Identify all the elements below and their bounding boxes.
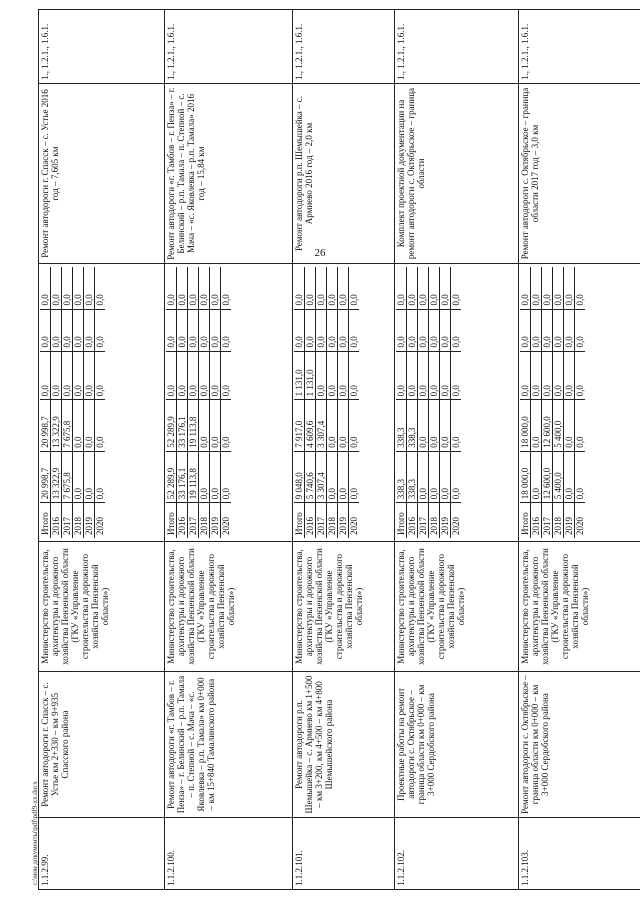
- fin-regional-budget: 0,0: [327, 400, 338, 451]
- expected-result: Ремонт автодороги г. Спасск – с. Устье 2016 год – 7,605 км: [39, 84, 165, 264]
- measure-name: Ремонт автодороги р.п. Шемышейка – с. Армиево км 1+500 – км 3+200, км 4+500 – км 4+800 Шемышейского района: [293, 672, 395, 818]
- fin-local-budget: 0,0: [95, 309, 106, 351]
- fin-period: 2016: [531, 503, 542, 538]
- financing-row: [188, 267, 199, 538]
- executor: Министерство строительства, архитектуры и дорожного хозяйства Пензенской области (ГКУ «Управление строительства и дорожного хозяйства Пензенской области»): [395, 542, 519, 672]
- indicator-codes: 1., 1.2.1., 1.6.1.: [293, 10, 395, 84]
- financing-row: [95, 267, 106, 538]
- fin-other-sources: 0,0: [396, 267, 407, 309]
- financing-row: [451, 267, 462, 538]
- financing-table: [520, 267, 585, 538]
- fin-other-sources: 0,0: [305, 267, 316, 309]
- fin-regional-budget: 52 289,9: [166, 400, 177, 451]
- fin-regional-budget: 0,0: [564, 400, 575, 451]
- fin-regional-budget: 0,0: [440, 400, 451, 451]
- fin-local-budget: 0,0: [316, 309, 327, 351]
- financing-row: [553, 267, 564, 538]
- executor: Министерство строительства, архитектуры и дорожного хозяйства Пензенской области (ГКУ «Управление строительства и дорожного хозяйства Пензенской области»): [165, 542, 293, 672]
- measure-name: Ремонт автодороги г. Спасск – с. Устье км 2+330 – км 9+935 Спасского района: [39, 672, 165, 818]
- fin-regional-budget: 0,0: [418, 400, 429, 451]
- fin-regional-budget: 0,0: [221, 400, 232, 451]
- fin-other-sources: 0,0: [440, 267, 451, 309]
- fin-regional-budget: 19 113,8: [188, 400, 199, 451]
- fin-other-sources: 0,0: [407, 267, 418, 309]
- fin-total: 0,0: [95, 451, 106, 502]
- financing-table: [294, 267, 359, 538]
- fin-other-sources: 0,0: [531, 267, 542, 309]
- fin-total: 0,0: [73, 451, 84, 502]
- fin-regional-budget: 0,0: [429, 400, 440, 451]
- fin-other-sources: 0,0: [199, 267, 210, 309]
- fin-federal-budget: 1 131,0: [305, 351, 316, 400]
- executor: Министерство строительства, архитектуры и дорожного хозяйства Пензенской области (ГКУ «Управление строительства и дорожного хозяйства Пензенской области»): [519, 542, 640, 672]
- fin-regional-budget: 20 998,7: [40, 400, 51, 451]
- financing-row: [51, 267, 62, 538]
- fin-regional-budget: 7 917,0: [294, 400, 305, 451]
- row-number: 1.1.2.99.: [39, 818, 165, 890]
- fin-federal-budget: 0,0: [327, 351, 338, 400]
- financing-row: [199, 267, 210, 538]
- fin-other-sources: 0,0: [40, 267, 51, 309]
- financing-row: [73, 267, 84, 538]
- indicator-codes: 1., 1.2.1., 1.6.1.: [395, 10, 519, 84]
- indicator-codes: 1., 1.2.1., 1.6.1.: [519, 10, 640, 84]
- fin-other-sources: 0,0: [542, 267, 553, 309]
- fin-period: 2017: [316, 503, 327, 538]
- financing-row: [177, 267, 188, 538]
- fin-period: 2020: [349, 503, 360, 538]
- fin-total: 52 289,9: [166, 451, 177, 502]
- fin-local-budget: 0,0: [451, 309, 462, 351]
- financing-row: [349, 267, 360, 538]
- row-number: 1.1.2.102.: [395, 818, 519, 890]
- fin-period: 2018: [199, 503, 210, 538]
- fin-federal-budget: 0,0: [575, 351, 586, 400]
- fin-total: 0,0: [531, 451, 542, 502]
- financing-row: [531, 267, 542, 538]
- fin-total: 9 048,0: [294, 451, 305, 502]
- table-row: [395, 10, 519, 890]
- fin-other-sources: 0,0: [166, 267, 177, 309]
- fin-regional-budget: 338,3: [396, 400, 407, 451]
- row-number: 1.1.2.101.: [293, 818, 395, 890]
- fin-period: 2016: [407, 503, 418, 538]
- fin-local-budget: 0,0: [338, 309, 349, 351]
- fin-regional-budget: 7 675,8: [62, 400, 73, 451]
- fin-federal-budget: 0,0: [177, 351, 188, 400]
- fin-period: 2020: [95, 503, 106, 538]
- financing-row: [429, 267, 440, 538]
- fin-local-budget: 0,0: [305, 309, 316, 351]
- fin-period: 2020: [451, 503, 462, 538]
- fin-regional-budget: 18 000,0: [520, 400, 531, 451]
- fin-total: 20 998,7: [40, 451, 51, 502]
- row-number: 1.1.2.100.: [165, 818, 293, 890]
- fin-local-budget: 0,0: [418, 309, 429, 351]
- fin-federal-budget: 0,0: [520, 351, 531, 400]
- fin-total: 5 400,0: [553, 451, 564, 502]
- financing-row: [166, 267, 177, 538]
- financing-row: [396, 267, 407, 538]
- financing-row: [294, 267, 305, 538]
- fin-federal-budget: 0,0: [349, 351, 360, 400]
- measure-name: Ремонт автодороги «г. Тамбов – г. Пенза» – г. Белинский – р.п. Тамала – п. Степной – с. Мача – «с. Яковлевка – р.п. Тамала» км 0+000 – км 15+840 Тамалинского района: [165, 672, 293, 818]
- financing-cell: [519, 264, 640, 542]
- financing-row: [221, 267, 232, 538]
- fin-period: 2017: [62, 503, 73, 538]
- financing-row: [418, 267, 429, 538]
- fin-period: Итого: [520, 503, 531, 538]
- financing-row: [564, 267, 575, 538]
- fin-regional-budget: 0,0: [349, 400, 360, 451]
- fin-regional-budget: 0,0: [84, 400, 95, 451]
- fin-other-sources: 0,0: [520, 267, 531, 309]
- fin-other-sources: 0,0: [84, 267, 95, 309]
- fin-federal-budget: 0,0: [407, 351, 418, 400]
- fin-federal-budget: 0,0: [531, 351, 542, 400]
- row-number: 1.1.2.103.: [519, 818, 640, 890]
- fin-federal-budget: 0,0: [451, 351, 462, 400]
- financing-row: [62, 267, 73, 538]
- fin-period: 2019: [564, 503, 575, 538]
- rotated-page: [38, 10, 590, 890]
- fin-other-sources: 0,0: [210, 267, 221, 309]
- page-number: 26: [314, 247, 326, 259]
- fin-total: 12 600,0: [542, 451, 553, 502]
- expected-result: Ремонт автодороги «г. Тамбов – г. Пенза» – г. Белинский – р.п. Тамала – п. Степной – с. Мача – «с. Яковлевка – р.п. Тамала» 2016 год – 15,84 км: [165, 84, 293, 264]
- fin-regional-budget: 0,0: [210, 400, 221, 451]
- fin-federal-budget: 1 131,0: [294, 351, 305, 400]
- fin-total: 0,0: [349, 451, 360, 502]
- fin-regional-budget: 0,0: [338, 400, 349, 451]
- fin-other-sources: 0,0: [429, 267, 440, 309]
- fin-local-budget: 0,0: [40, 309, 51, 351]
- fin-regional-budget: 5 400,0: [553, 400, 564, 451]
- financing-table: [396, 267, 461, 538]
- financing-row: [316, 267, 327, 538]
- fin-federal-budget: 0,0: [40, 351, 51, 400]
- fin-total: 0,0: [429, 451, 440, 502]
- financing-cell: [165, 264, 293, 542]
- fin-period: 2016: [177, 503, 188, 538]
- fin-regional-budget: 0,0: [199, 400, 210, 451]
- fin-federal-budget: 0,0: [166, 351, 177, 400]
- fin-period: 2016: [51, 503, 62, 538]
- fin-federal-budget: 0,0: [553, 351, 564, 400]
- financing-cell: [39, 264, 165, 542]
- expected-result: Ремонт автодороги с. Октябрьское – граница области 2017 год – 3,0 км: [519, 84, 640, 264]
- fin-other-sources: 0,0: [575, 267, 586, 309]
- fin-period: 2017: [418, 503, 429, 538]
- fin-other-sources: 0,0: [316, 267, 327, 309]
- fin-federal-budget: 0,0: [316, 351, 327, 400]
- fin-total: 5 740,6: [305, 451, 316, 502]
- fin-federal-budget: 0,0: [418, 351, 429, 400]
- financing-row: [575, 267, 586, 538]
- fin-local-budget: 0,0: [199, 309, 210, 351]
- table-row: [293, 10, 395, 890]
- fin-federal-budget: 0,0: [84, 351, 95, 400]
- fin-federal-budget: 0,0: [221, 351, 232, 400]
- fin-federal-budget: 0,0: [199, 351, 210, 400]
- fin-period: Итого: [40, 503, 51, 538]
- table-row: [519, 10, 640, 890]
- fin-federal-budget: 0,0: [396, 351, 407, 400]
- fin-local-budget: 0,0: [542, 309, 553, 351]
- fin-local-budget: 0,0: [294, 309, 305, 351]
- fin-other-sources: 0,0: [338, 267, 349, 309]
- financing-row: [440, 267, 451, 538]
- fin-federal-budget: 0,0: [210, 351, 221, 400]
- fin-local-budget: 0,0: [84, 309, 95, 351]
- fin-regional-budget: 33 176,1: [177, 400, 188, 451]
- fin-total: 19 113,8: [188, 451, 199, 502]
- fin-total: 0,0: [564, 451, 575, 502]
- financing-row: [327, 267, 338, 538]
- fin-total: 33 176,1: [177, 451, 188, 502]
- fin-other-sources: 0,0: [73, 267, 84, 309]
- fin-regional-budget: 3 307,4: [316, 400, 327, 451]
- fin-local-budget: 0,0: [396, 309, 407, 351]
- financing-row: [210, 267, 221, 538]
- fin-local-budget: 0,0: [327, 309, 338, 351]
- footer-file-path: c:\мои документы\pdf\pdf9-xx.docx: [31, 780, 39, 885]
- fin-total: 7 675,8: [62, 451, 73, 502]
- fin-period: 2018: [73, 503, 84, 538]
- indicator-codes: 1., 1.2.1., 1.6.1.: [165, 10, 293, 84]
- fin-local-budget: 0,0: [407, 309, 418, 351]
- fin-period: 2019: [84, 503, 95, 538]
- executor: Министерство строительства, архитектуры и дорожного хозяйства Пензенской области (ГКУ «Управление строительства и дорожного хозяйства Пензенской области»): [293, 542, 395, 672]
- fin-period: 2020: [221, 503, 232, 538]
- fin-local-budget: 0,0: [531, 309, 542, 351]
- fin-regional-budget: 4 609,6: [305, 400, 316, 451]
- fin-other-sources: 0,0: [62, 267, 73, 309]
- fin-period: 2017: [188, 503, 199, 538]
- fin-period: Итого: [166, 503, 177, 538]
- fin-local-budget: 0,0: [564, 309, 575, 351]
- fin-federal-budget: 0,0: [440, 351, 451, 400]
- financing-row: [40, 267, 51, 538]
- fin-period: Итого: [396, 503, 407, 538]
- fin-federal-budget: 0,0: [429, 351, 440, 400]
- fin-total: 0,0: [327, 451, 338, 502]
- fin-other-sources: 0,0: [564, 267, 575, 309]
- fin-total: 0,0: [440, 451, 451, 502]
- measure-name: Ремонт автодороги с. Октябрьское – граница области км 0+000 – км 3+000 Сердобского района: [519, 672, 640, 818]
- fin-federal-budget: 0,0: [188, 351, 199, 400]
- fin-federal-budget: 0,0: [73, 351, 84, 400]
- fin-federal-budget: 0,0: [542, 351, 553, 400]
- fin-other-sources: 0,0: [51, 267, 62, 309]
- fin-total: 0,0: [338, 451, 349, 502]
- fin-local-budget: 0,0: [177, 309, 188, 351]
- fin-period: 2019: [440, 503, 451, 538]
- executor: Министерство строительства, архитектуры и дорожного хозяйства Пензенской области (ГКУ «Управление строительства и дорожного хозяйства Пензенской области»): [39, 542, 165, 672]
- fin-regional-budget: 0,0: [73, 400, 84, 451]
- fin-local-budget: 0,0: [62, 309, 73, 351]
- financing-row: [305, 267, 316, 538]
- fin-total: 0,0: [84, 451, 95, 502]
- financing-row: [542, 267, 553, 538]
- fin-period: Итого: [294, 503, 305, 538]
- fin-period: 2020: [575, 503, 586, 538]
- table-body: [39, 10, 640, 890]
- fin-local-budget: 0,0: [188, 309, 199, 351]
- fin-period: 2018: [429, 503, 440, 538]
- financing-table: [40, 267, 105, 538]
- fin-regional-budget: 0,0: [575, 400, 586, 451]
- fin-local-budget: 0,0: [349, 309, 360, 351]
- table-row: [165, 10, 293, 890]
- fin-local-budget: 0,0: [520, 309, 531, 351]
- financing-cell: [293, 264, 395, 542]
- financing-row: [338, 267, 349, 538]
- fin-other-sources: 0,0: [349, 267, 360, 309]
- rotated-content: [38, 10, 590, 890]
- fin-total: 0,0: [575, 451, 586, 502]
- fin-total: 3 307,4: [316, 451, 327, 502]
- fin-local-budget: 0,0: [221, 309, 232, 351]
- fin-total: 13 322,9: [51, 451, 62, 502]
- expected-result: Комплект проектной документации на ремонт автодороги с. Октябрьское – граница области: [395, 84, 519, 264]
- fin-local-budget: 0,0: [575, 309, 586, 351]
- fin-regional-budget: 0,0: [531, 400, 542, 451]
- indicator-codes: 1., 1.2.1., 1.6.1.: [39, 10, 165, 84]
- financing-table: [166, 267, 231, 538]
- fin-federal-budget: 0,0: [95, 351, 106, 400]
- fin-regional-budget: 0,0: [95, 400, 106, 451]
- fin-period: 2018: [327, 503, 338, 538]
- fin-local-budget: 0,0: [166, 309, 177, 351]
- expected-result: Ремонт автодороги р.п. Шемышейка – с. Армиево 2016 год – 2,0 км: [293, 84, 395, 264]
- fin-other-sources: 0,0: [95, 267, 106, 309]
- financing-row: [84, 267, 95, 538]
- fin-regional-budget: 0,0: [451, 400, 462, 451]
- fin-local-budget: 0,0: [51, 309, 62, 351]
- fin-other-sources: 0,0: [294, 267, 305, 309]
- fin-period: 2016: [305, 503, 316, 538]
- fin-federal-budget: 0,0: [51, 351, 62, 400]
- fin-total: 0,0: [199, 451, 210, 502]
- fin-local-budget: 0,0: [429, 309, 440, 351]
- fin-federal-budget: 0,0: [62, 351, 73, 400]
- fin-period: 2017: [542, 503, 553, 538]
- financing-row: [407, 267, 418, 538]
- financing-cell: [395, 264, 519, 542]
- fin-local-budget: 0,0: [73, 309, 84, 351]
- fin-other-sources: 0,0: [188, 267, 199, 309]
- fin-other-sources: 0,0: [553, 267, 564, 309]
- fin-regional-budget: 338,3: [407, 400, 418, 451]
- fin-total: 18 000,0: [520, 451, 531, 502]
- fin-total: 338,3: [396, 451, 407, 502]
- fin-other-sources: 0,0: [177, 267, 188, 309]
- fin-period: 2019: [338, 503, 349, 538]
- fin-other-sources: 0,0: [221, 267, 232, 309]
- fin-federal-budget: 0,0: [338, 351, 349, 400]
- fin-total: 0,0: [451, 451, 462, 502]
- fin-total: 0,0: [210, 451, 221, 502]
- fin-other-sources: 0,0: [327, 267, 338, 309]
- fin-period: 2018: [553, 503, 564, 538]
- measure-name: Проектные работы на ремонт автодороги с. Октябрьское – граница области км 0+000 – км 3+000 Сердобского района: [395, 672, 519, 818]
- fin-regional-budget: 13 322,9: [51, 400, 62, 451]
- fin-total: 0,0: [418, 451, 429, 502]
- fin-federal-budget: 0,0: [564, 351, 575, 400]
- fin-other-sources: 0,0: [418, 267, 429, 309]
- fin-total: 338,3: [407, 451, 418, 502]
- fin-local-budget: 0,0: [440, 309, 451, 351]
- fin-other-sources: 0,0: [451, 267, 462, 309]
- table-row: [39, 10, 165, 890]
- program-table: [38, 9, 640, 890]
- fin-period: 2019: [210, 503, 221, 538]
- financing-row: [520, 267, 531, 538]
- fin-regional-budget: 12 600,0: [542, 400, 553, 451]
- fin-total: 0,0: [221, 451, 232, 502]
- fin-local-budget: 0,0: [210, 309, 221, 351]
- fin-local-budget: 0,0: [553, 309, 564, 351]
